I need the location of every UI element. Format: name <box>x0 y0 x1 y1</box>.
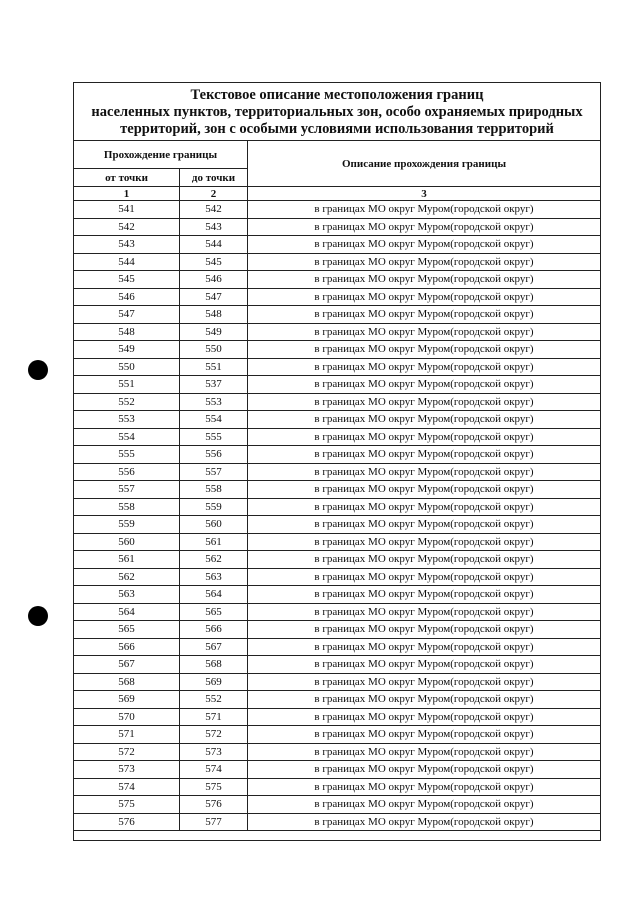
row-from-point: 572 <box>74 744 180 762</box>
header-to-point: до точки <box>180 169 248 187</box>
row-to-point: 542 <box>180 201 248 219</box>
row-from-point: 562 <box>74 569 180 587</box>
row-description: в границах МО округ Муром(городской округ) <box>248 639 600 657</box>
row-description: в границах МО округ Муром(городской округ) <box>248 656 600 674</box>
row-from-point: 546 <box>74 289 180 307</box>
row-to-point: 559 <box>180 499 248 517</box>
row-from-point: 565 <box>74 621 180 639</box>
row-from-point: 568 <box>74 674 180 692</box>
row-description: в границах МО округ Муром(городской округ) <box>248 254 600 272</box>
header-col-number-3: 3 <box>248 187 600 201</box>
row-from-point: 567 <box>74 656 180 674</box>
row-description: в границах МО округ Муром(городской округ) <box>248 814 600 832</box>
header-description: Описание прохождения границы <box>248 141 600 187</box>
row-from-point: 564 <box>74 604 180 622</box>
header-passage: Прохождение границы <box>74 141 248 169</box>
row-description: в границах МО округ Муром(городской округ) <box>248 201 600 219</box>
row-to-point: 571 <box>180 709 248 727</box>
row-from-point: 550 <box>74 359 180 377</box>
title-line-2: населенных пунктов, территориальных зон, особо охраняемых природных <box>91 104 583 120</box>
row-from-point: 559 <box>74 516 180 534</box>
row-from-point: 569 <box>74 691 180 709</box>
row-to-point: 556 <box>180 446 248 464</box>
row-description: в границах МО округ Муром(городской округ) <box>248 446 600 464</box>
row-from-point: 553 <box>74 411 180 429</box>
title-line-3: территорий, зон с особыми условиями использования территорий <box>120 121 554 137</box>
row-to-point: 574 <box>180 761 248 779</box>
row-from-point: 570 <box>74 709 180 727</box>
row-to-point: 543 <box>180 219 248 237</box>
row-to-point: 548 <box>180 306 248 324</box>
row-to-point: 561 <box>180 534 248 552</box>
row-from-point: 547 <box>74 306 180 324</box>
row-description: в границах МО округ Муром(городской округ) <box>248 691 600 709</box>
row-from-point: 556 <box>74 464 180 482</box>
row-to-point: 568 <box>180 656 248 674</box>
header-from-point: от точки <box>74 169 180 187</box>
row-to-point: 565 <box>180 604 248 622</box>
header-col-number-1: 1 <box>74 187 180 201</box>
row-description: в границах МО округ Муром(городской округ) <box>248 429 600 447</box>
row-from-point: 545 <box>74 271 180 289</box>
row-to-point: 537 <box>180 376 248 394</box>
row-from-point: 554 <box>74 429 180 447</box>
row-to-point: 547 <box>180 289 248 307</box>
header-col-number-2: 2 <box>180 187 248 201</box>
row-from-point: 560 <box>74 534 180 552</box>
row-description: в границах МО округ Муром(городской округ) <box>248 761 600 779</box>
row-to-point: 553 <box>180 394 248 412</box>
row-to-point: 551 <box>180 359 248 377</box>
row-from-point: 544 <box>74 254 180 272</box>
row-from-point: 555 <box>74 446 180 464</box>
row-description: в границах МО округ Муром(городской округ) <box>248 236 600 254</box>
row-to-point: 567 <box>180 639 248 657</box>
row-description: в границах МО округ Муром(городской округ) <box>248 306 600 324</box>
row-from-point: 543 <box>74 236 180 254</box>
row-description: в границах МО округ Муром(городской округ) <box>248 534 600 552</box>
row-description: в границах МО округ Муром(городской округ) <box>248 604 600 622</box>
row-from-point: 561 <box>74 551 180 569</box>
document-title <box>74 83 600 141</box>
row-description: в границах МО округ Муром(городской округ) <box>248 779 600 797</box>
row-from-point: 558 <box>74 499 180 517</box>
row-description: в границах МО округ Муром(городской округ) <box>248 569 600 587</box>
row-description: в границах МО округ Муром(городской округ) <box>248 464 600 482</box>
row-description: в границах МО округ Муром(городской округ) <box>248 744 600 762</box>
row-to-point: 544 <box>180 236 248 254</box>
row-to-point: 576 <box>180 796 248 814</box>
row-description: в границах МО округ Муром(городской округ) <box>248 341 600 359</box>
row-from-point: 563 <box>74 586 180 604</box>
row-description: в границах МО округ Муром(городской округ) <box>248 481 600 499</box>
row-description: в границах МО округ Муром(городской округ) <box>248 621 600 639</box>
row-to-point: 577 <box>180 814 248 832</box>
row-from-point: 549 <box>74 341 180 359</box>
row-to-point: 557 <box>180 464 248 482</box>
row-description: в границах МО округ Муром(городской округ) <box>248 394 600 412</box>
row-description: в границах МО округ Муром(городской округ) <box>248 324 600 342</box>
row-to-point: 575 <box>180 779 248 797</box>
row-to-point: 549 <box>180 324 248 342</box>
row-to-point: 558 <box>180 481 248 499</box>
row-from-point: 575 <box>74 796 180 814</box>
row-to-point: 560 <box>180 516 248 534</box>
row-description: в границах МО округ Муром(городской округ) <box>248 271 600 289</box>
row-description: в границах МО округ Муром(городской округ) <box>248 674 600 692</box>
row-to-point: 546 <box>180 271 248 289</box>
row-to-point: 550 <box>180 341 248 359</box>
row-description: в границах МО округ Муром(городской округ) <box>248 359 600 377</box>
row-from-point: 574 <box>74 779 180 797</box>
row-description: в границах МО округ Муром(городской округ) <box>248 586 600 604</box>
row-from-point: 571 <box>74 726 180 744</box>
boundary-table <box>74 141 600 831</box>
row-description: в границах МО округ Муром(городской округ) <box>248 499 600 517</box>
row-to-point: 572 <box>180 726 248 744</box>
row-description: в границах МО округ Муром(городской округ) <box>248 551 600 569</box>
row-description: в границах МО округ Муром(городской округ) <box>248 726 600 744</box>
row-from-point: 573 <box>74 761 180 779</box>
row-description: в границах МО округ Муром(городской округ) <box>248 376 600 394</box>
row-from-point: 576 <box>74 814 180 832</box>
row-to-point: 554 <box>180 411 248 429</box>
punch-hole-top <box>28 360 48 380</box>
row-from-point: 541 <box>74 201 180 219</box>
row-description: в границах МО округ Муром(городской округ) <box>248 411 600 429</box>
row-from-point: 551 <box>74 376 180 394</box>
document-frame <box>73 82 601 841</box>
row-from-point: 557 <box>74 481 180 499</box>
row-to-point: 552 <box>180 691 248 709</box>
row-to-point: 573 <box>180 744 248 762</box>
row-description: в границах МО округ Муром(городской округ) <box>248 516 600 534</box>
row-to-point: 555 <box>180 429 248 447</box>
row-to-point: 562 <box>180 551 248 569</box>
row-description: в границах МО округ Муром(городской округ) <box>248 796 600 814</box>
row-to-point: 569 <box>180 674 248 692</box>
row-to-point: 566 <box>180 621 248 639</box>
row-description: в границах МО округ Муром(городской округ) <box>248 219 600 237</box>
row-to-point: 564 <box>180 586 248 604</box>
row-from-point: 548 <box>74 324 180 342</box>
row-to-point: 563 <box>180 569 248 587</box>
row-from-point: 566 <box>74 639 180 657</box>
punch-hole-bottom <box>28 606 48 626</box>
row-description: в границах МО округ Муром(городской округ) <box>248 709 600 727</box>
row-from-point: 542 <box>74 219 180 237</box>
title-line-1: Текстовое описание местоположения границ <box>190 87 484 103</box>
row-to-point: 545 <box>180 254 248 272</box>
row-from-point: 552 <box>74 394 180 412</box>
row-description: в границах МО округ Муром(городской округ) <box>248 289 600 307</box>
